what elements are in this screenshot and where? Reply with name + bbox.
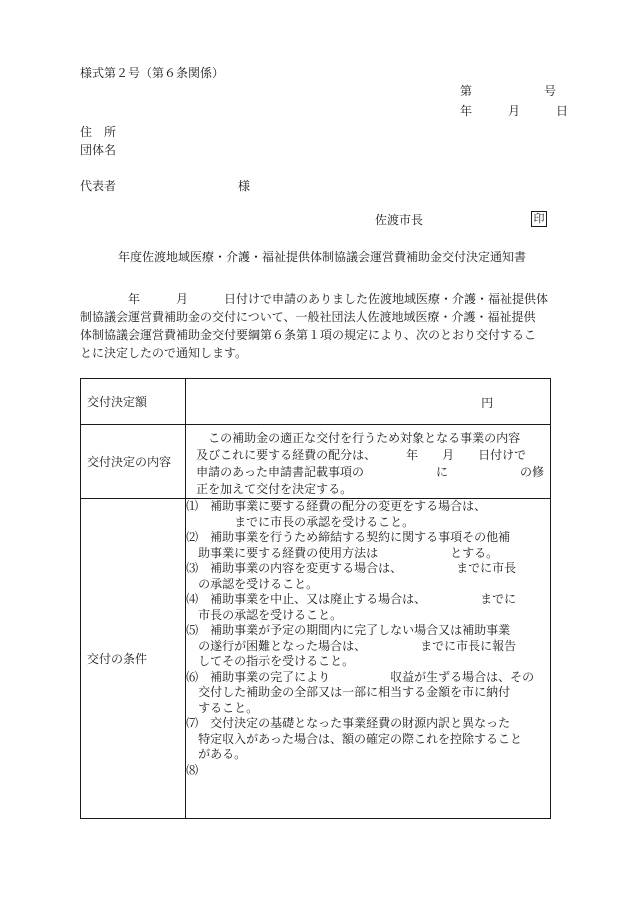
condition-line: ⑵ 補助事業を行うため締結する契約に関する事項その他補 — [186, 530, 511, 544]
conditions-label: 交付の条件 — [81, 499, 186, 819]
grant-decision-table — [80, 378, 551, 819]
document-date-line: 年 月 日 — [460, 104, 569, 118]
condition-line: してその指示を受けること。 — [186, 654, 355, 668]
condition-line: すること。 — [186, 700, 259, 715]
content-line: 正を加えて交付を決定する。 — [196, 481, 353, 496]
content-line: 及びこれに要する経費の配分は、 年 月 日付けで — [196, 447, 527, 462]
table-row — [81, 379, 551, 425]
grant-amount-value — [186, 379, 551, 425]
yen-unit: 円 — [481, 396, 494, 410]
seal-stamp: 印 — [531, 211, 547, 227]
condition-line: ⑶ 補助事業の内容を変更する場合は、 までに市長 — [186, 561, 517, 575]
body-line: 制協議会運営費補助金の交付について、一般社団法人佐渡地域医療・介護・福祉提供 — [80, 310, 536, 324]
condition-line: の承認を受けること。 — [186, 576, 319, 591]
form-number-label: 様式第２号（第６条関係） — [80, 66, 225, 80]
condition-line: までに市長の承認を受けること。 — [186, 514, 415, 529]
notice-title: 年度佐渡地域医療・介護・福祉提供体制協議会運営費補助金交付決定通知書 — [118, 250, 527, 264]
content-line: この補助金の適正な交付を行うため対象となる事業の内容 — [196, 430, 521, 445]
content-line: 申請のあった申請書記載事項の に の修 — [196, 464, 544, 479]
condition-line: 市長の承認を受けること。 — [186, 607, 343, 622]
condition-line: 助事業に要する経費の使用方法は とする。 — [186, 545, 499, 560]
condition-line: ⑸ 補助事業が予定の期間内に完了しない場合又は補助事業 — [186, 623, 511, 637]
decision-content-value — [186, 425, 551, 499]
condition-line: ⑻ — [186, 762, 199, 777]
conditions-value — [186, 499, 551, 819]
address-label: 住 所 — [80, 125, 117, 139]
condition-line: ⑴ 補助事業に要する経費の配分の変更をする場合は、 — [186, 499, 487, 513]
condition-line: ⑹ 補助事業の完了により 収益が生ずる場合は、その — [186, 669, 535, 684]
document-number-line: 第 号 — [460, 84, 557, 98]
body-line: 年 月 日付けで申請のありました佐渡地域医療・介護・福祉提供体 — [80, 292, 549, 306]
condition-line: の遂行が困難となった場合は、 までに市長に報告 — [186, 638, 517, 653]
decision-content-label: 交付決定の内容 — [81, 425, 186, 499]
sender-mayor: 佐渡市長 — [375, 213, 424, 227]
organization-label: 団体名 — [80, 143, 117, 157]
representative-label: 代表者 — [80, 179, 117, 193]
condition-line: 特定収入があった場合は、額の確定の際これを控除すること — [186, 731, 522, 746]
grant-amount-label: 交付決定額 — [81, 379, 186, 425]
honorific-sama: 様 — [238, 179, 251, 193]
table-row — [81, 499, 551, 819]
condition-line: ⑺ 交付決定の基礎となった事業経費の財源内訳と異なった — [186, 716, 511, 730]
condition-line: 交付した補助金の全部又は一部に相当する金額を市に納付 — [186, 685, 511, 699]
body-line: 体制協議会運営費補助金交付要綱第６条第１項の規定により、次のとおり交付するこ — [80, 328, 537, 342]
condition-line: ⑷ 補助事業を中止、又は廃止する場合は、 までに — [186, 592, 517, 606]
condition-line: がある。 — [186, 747, 247, 761]
table-row — [81, 425, 551, 499]
body-line: とに決定したので通知します。 — [80, 346, 248, 360]
